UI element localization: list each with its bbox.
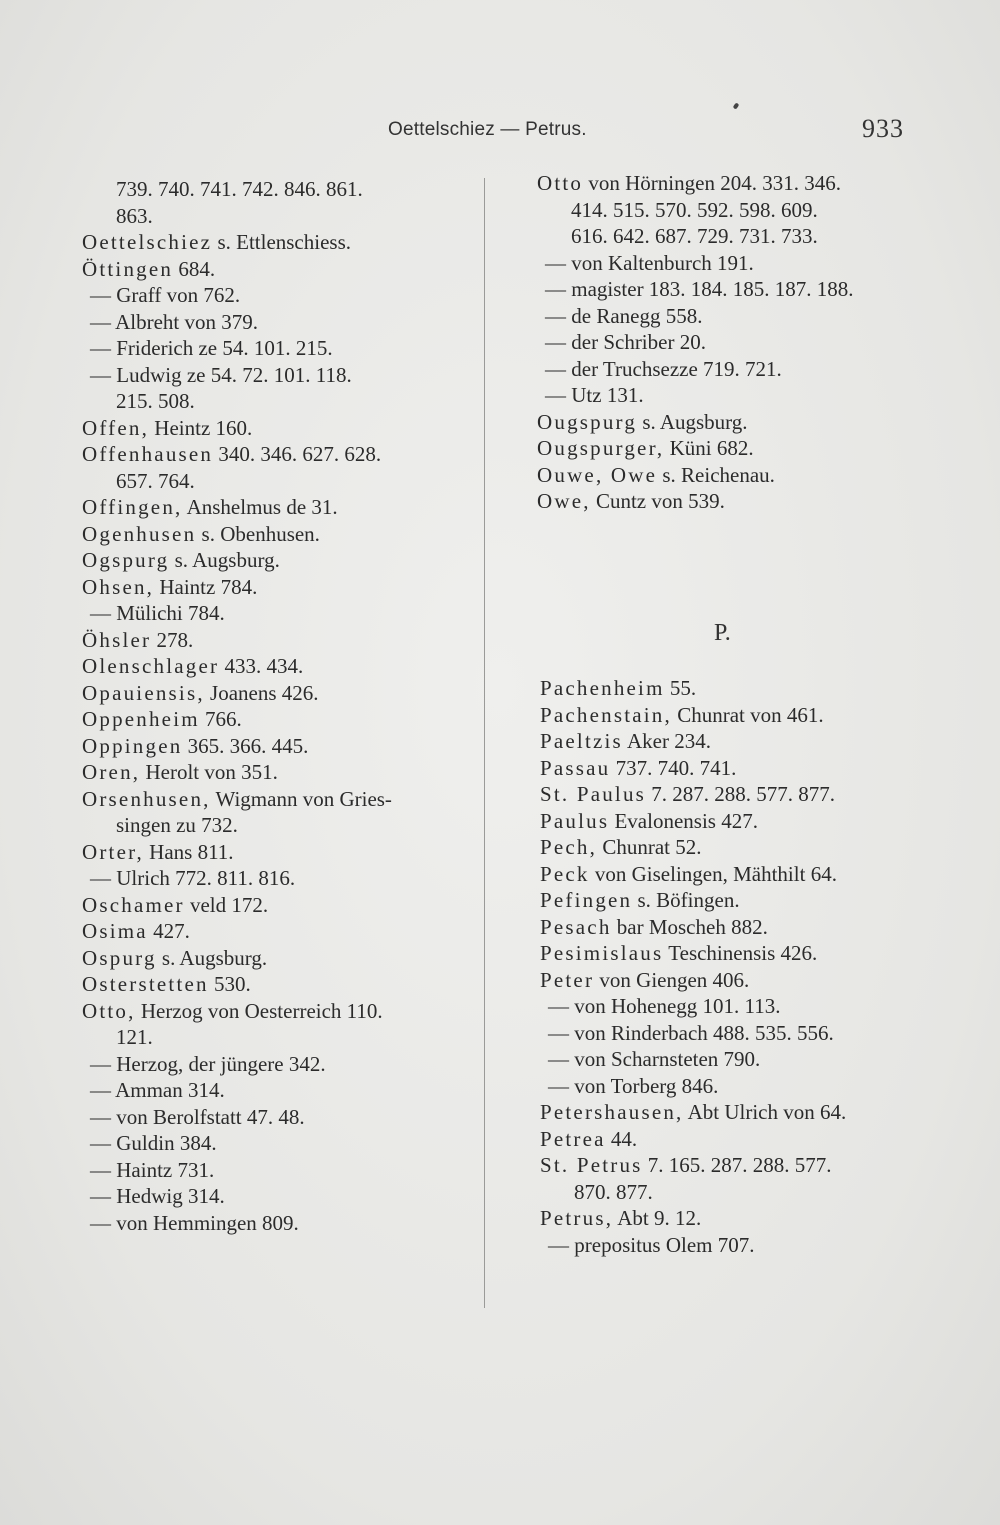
index-subentry: — Ludwig ze 54. 72. 101. 118. xyxy=(90,362,352,387)
index-subentry: — von Rinderbach 488. 535. 556. xyxy=(548,1020,834,1045)
entry-headword: Offenhausen xyxy=(82,442,214,466)
entry-headword: Offen, xyxy=(82,415,150,440)
ink-speck xyxy=(733,102,740,109)
index-subentry: — magister 183. 184. 185. 187. 188. xyxy=(545,277,854,301)
entry-references: bar Moscheh 882. xyxy=(611,914,768,939)
index-entry xyxy=(82,945,474,972)
index-entry xyxy=(540,755,940,782)
entry-references: Anshelmus de 31. xyxy=(182,495,338,519)
entry-references: Herzog von Oesterreich 110. xyxy=(135,998,383,1023)
index-continuation: 215. 508. xyxy=(116,389,195,413)
index-subentry: — der Truchsezze 719. 721. xyxy=(545,356,782,381)
index-entry xyxy=(540,728,940,755)
index-subentry: — von Torberg 846. xyxy=(548,1073,719,1098)
entry-references: s. Reichenau. xyxy=(657,462,775,487)
entry-headword: Öhsler xyxy=(82,627,152,652)
index-entry xyxy=(540,861,940,888)
entry-headword: Peck xyxy=(540,861,590,886)
index-entry xyxy=(82,680,474,707)
entry-headword: Ospurg xyxy=(82,945,157,970)
index-subentry: — Hedwig 314. xyxy=(90,1184,225,1208)
index-entry xyxy=(82,229,474,256)
entry-headword: Petrus, xyxy=(540,1206,614,1230)
entry-references: Teschinensis 426. xyxy=(663,941,818,965)
index-continuation: 739. 740. 741. 742. 846. 861. xyxy=(116,177,363,201)
column-divider xyxy=(484,178,485,1308)
index-entry xyxy=(82,415,474,442)
entry-references: Cuntz von 539. xyxy=(590,489,725,513)
entry-references: Heintz 160. xyxy=(149,415,253,440)
index-subentry: — Mülichi 784. xyxy=(90,601,225,625)
entry-references: 340. 346. 627. 628. xyxy=(213,442,382,466)
index-subentry: — Herzog, der jüngere 342. xyxy=(90,1051,326,1076)
index-entry xyxy=(82,998,474,1025)
entry-headword: Otto xyxy=(537,171,584,195)
index-entry xyxy=(82,892,474,919)
entry-references: von Giengen 406. xyxy=(594,967,750,992)
index-subentry: — Utz 131. xyxy=(545,383,644,407)
entry-headword: Offingen, xyxy=(82,495,183,519)
index-entry xyxy=(540,1099,940,1126)
index-entry xyxy=(82,494,474,521)
index-entry xyxy=(82,547,474,574)
entry-references: 433. 434. xyxy=(219,654,304,678)
index-entry xyxy=(82,256,474,283)
entry-headword: Otto, xyxy=(82,998,136,1023)
index-subentry: — von Hohenegg 101. 113. xyxy=(548,994,781,1018)
index-continuation: 121. xyxy=(116,1025,153,1049)
entry-references: Joanens 426. xyxy=(204,680,319,705)
entry-headword: Ouwe, Owe xyxy=(537,462,658,487)
index-continuation: 870. 877. xyxy=(574,1179,653,1204)
entry-references: von Hörningen 204. 331. 346. xyxy=(583,171,841,195)
entry-references: Abt 9. 12. xyxy=(613,1206,702,1230)
entry-references: Herolt von 351. xyxy=(140,760,278,784)
entry-headword: Oschamer xyxy=(82,892,185,917)
entry-references: s. Augsburg. xyxy=(637,409,748,434)
index-entry xyxy=(537,170,917,197)
entry-headword: Orsenhusen, xyxy=(82,786,211,811)
entry-headword: Petrea xyxy=(540,1126,606,1151)
index-entry xyxy=(82,971,474,998)
entry-references: 737. 740. 741. xyxy=(610,755,737,780)
entry-references: Chunrat 52. xyxy=(597,835,702,859)
entry-headword: Opauiensis, xyxy=(82,680,205,705)
entry-headword: Petershausen, xyxy=(540,1100,684,1124)
entry-references: 530. xyxy=(208,972,251,996)
entry-references: 7. 165. 287. 288. 577. xyxy=(642,1153,832,1177)
index-entry xyxy=(540,1152,940,1179)
entry-headword: Ougspurger, xyxy=(537,436,665,460)
index-subentry: — von Berolfstatt 47. 48. xyxy=(90,1104,305,1129)
index-entry xyxy=(540,834,940,861)
entry-references: 55. xyxy=(664,676,697,700)
index-entry xyxy=(82,706,474,733)
entry-headword: Oppingen xyxy=(82,733,183,758)
index-continuation: singen zu 732. xyxy=(116,813,238,837)
entry-headword: Osterstetten xyxy=(82,972,209,996)
index-entry xyxy=(82,521,474,548)
entry-references: Chunrat von 461. xyxy=(671,702,824,727)
index-column-right-p xyxy=(540,675,940,1258)
index-subentry: — Ulrich 772. 811. 816. xyxy=(90,866,296,890)
entry-references: Hans 811. xyxy=(143,839,234,864)
index-entry xyxy=(540,702,940,729)
entry-references: Evalonensis 427. xyxy=(609,808,758,833)
entry-references: Abt Ulrich von 64. xyxy=(683,1100,847,1124)
index-continuation: 414. 515. 570. 592. 598. 609. xyxy=(571,197,818,222)
entry-headword: Pachenheim xyxy=(540,676,665,700)
entry-headword: Oppenheim xyxy=(82,707,200,731)
entry-references: 427. xyxy=(147,919,190,943)
index-column-right xyxy=(537,170,917,515)
entry-headword: Olenschlager xyxy=(82,654,220,678)
entry-headword: Paeltzis xyxy=(540,729,623,753)
index-entry xyxy=(537,462,917,489)
index-subentry: — Guldin 384. xyxy=(90,1131,217,1155)
entry-headword: Pech, xyxy=(540,835,598,859)
entry-headword: Paulus xyxy=(540,808,610,833)
entry-headword: Passau xyxy=(540,755,611,780)
index-entry xyxy=(540,675,940,702)
index-subentry: — de Ranegg 558. xyxy=(545,303,703,328)
index-subentry: — der Schriber 20. xyxy=(545,330,706,354)
index-entry xyxy=(540,1126,940,1153)
entry-references: Haintz 784. xyxy=(154,574,258,599)
entry-headword: Orter, xyxy=(82,839,144,864)
entry-headword: Ohsen, xyxy=(82,574,155,599)
index-subentry: — von Hemmingen 809. xyxy=(90,1210,299,1235)
entry-headword: St. Petrus xyxy=(540,1153,643,1177)
entry-references: 278. xyxy=(151,627,194,652)
entry-references: von Giselingen, Mähthilt 64. xyxy=(589,861,837,886)
entry-references: 766. xyxy=(199,707,242,731)
index-subentry: — Graff von 762. xyxy=(90,283,241,307)
entry-references: veld 172. xyxy=(184,892,269,917)
index-entry xyxy=(540,887,940,914)
entry-references: 684. xyxy=(173,256,216,281)
entry-headword: Osima xyxy=(82,919,148,943)
index-subentry: — prepositus Olem 707. xyxy=(548,1232,755,1257)
index-entry xyxy=(537,435,917,462)
entry-headword: Pefingen xyxy=(540,888,633,912)
index-entry xyxy=(82,441,474,468)
entry-headword: Öttingen xyxy=(82,256,174,281)
entry-references: Küni 682. xyxy=(664,436,754,460)
index-entry xyxy=(540,808,940,835)
index-entry xyxy=(82,918,474,945)
entry-references: 7. 287. 288. 577. 877. xyxy=(646,782,836,806)
entry-headword: Pachenstain, xyxy=(540,702,672,727)
index-subentry: — Albreht von 379. xyxy=(90,309,258,334)
entry-references: s. Obenhusen. xyxy=(196,521,320,546)
entry-references: Wigmann von Gries- xyxy=(210,786,392,811)
index-entry xyxy=(540,914,940,941)
entry-headword: Ougspurg xyxy=(537,409,638,434)
index-entry xyxy=(540,940,940,967)
index-entry xyxy=(82,839,474,866)
entry-headword: Peter xyxy=(540,967,595,992)
index-entry xyxy=(82,759,474,786)
entry-headword: Ogenhusen xyxy=(82,521,197,546)
entry-references: s. Böfingen. xyxy=(632,888,740,912)
index-entry xyxy=(82,627,474,654)
index-column-left xyxy=(82,176,474,1236)
index-subentry: — von Kaltenburch 191. xyxy=(545,250,754,275)
index-subentry: — Friderich ze 54. 101. 215. xyxy=(90,336,333,360)
entry-headword: St. Paulus xyxy=(540,782,647,806)
index-continuation: 616. 642. 687. 729. 731. 733. xyxy=(571,224,818,248)
entry-references: s. Augsburg. xyxy=(169,548,280,572)
index-subentry: — Amman 314. xyxy=(90,1078,225,1102)
index-continuation: 657. 764. xyxy=(116,468,195,493)
index-entry xyxy=(537,488,917,515)
index-entry xyxy=(82,574,474,601)
index-subentry: — von Scharnsteten 790. xyxy=(548,1047,761,1071)
index-entry xyxy=(82,733,474,760)
entry-references: s. Ettlenschiess. xyxy=(212,230,352,254)
entry-headword: Pesimislaus xyxy=(540,941,664,965)
index-entry xyxy=(82,786,474,813)
section-letter: P. xyxy=(714,620,731,646)
entry-headword: Oettelschiez xyxy=(82,230,213,254)
entry-references: Aker 234. xyxy=(622,729,711,753)
page-number: 933 xyxy=(862,114,904,143)
index-subentry: — Haintz 731. xyxy=(90,1157,215,1182)
entry-references: s. Augsburg. xyxy=(156,945,268,970)
index-entry xyxy=(540,967,940,994)
entry-headword: Ogspurg xyxy=(82,548,170,572)
entry-references: 365. 366. 445. xyxy=(182,733,309,758)
entry-headword: Oren, xyxy=(82,760,141,784)
running-title: Oettelschiez — Petrus. xyxy=(388,119,587,140)
entry-headword: Pesach xyxy=(540,914,612,939)
entry-headword: Owe, xyxy=(537,489,591,513)
index-entry xyxy=(540,1205,940,1232)
index-continuation: 863. xyxy=(116,203,153,228)
index-entry xyxy=(537,409,917,436)
index-entry xyxy=(540,781,940,808)
index-entry xyxy=(82,653,474,680)
entry-references: 44. xyxy=(605,1126,638,1151)
